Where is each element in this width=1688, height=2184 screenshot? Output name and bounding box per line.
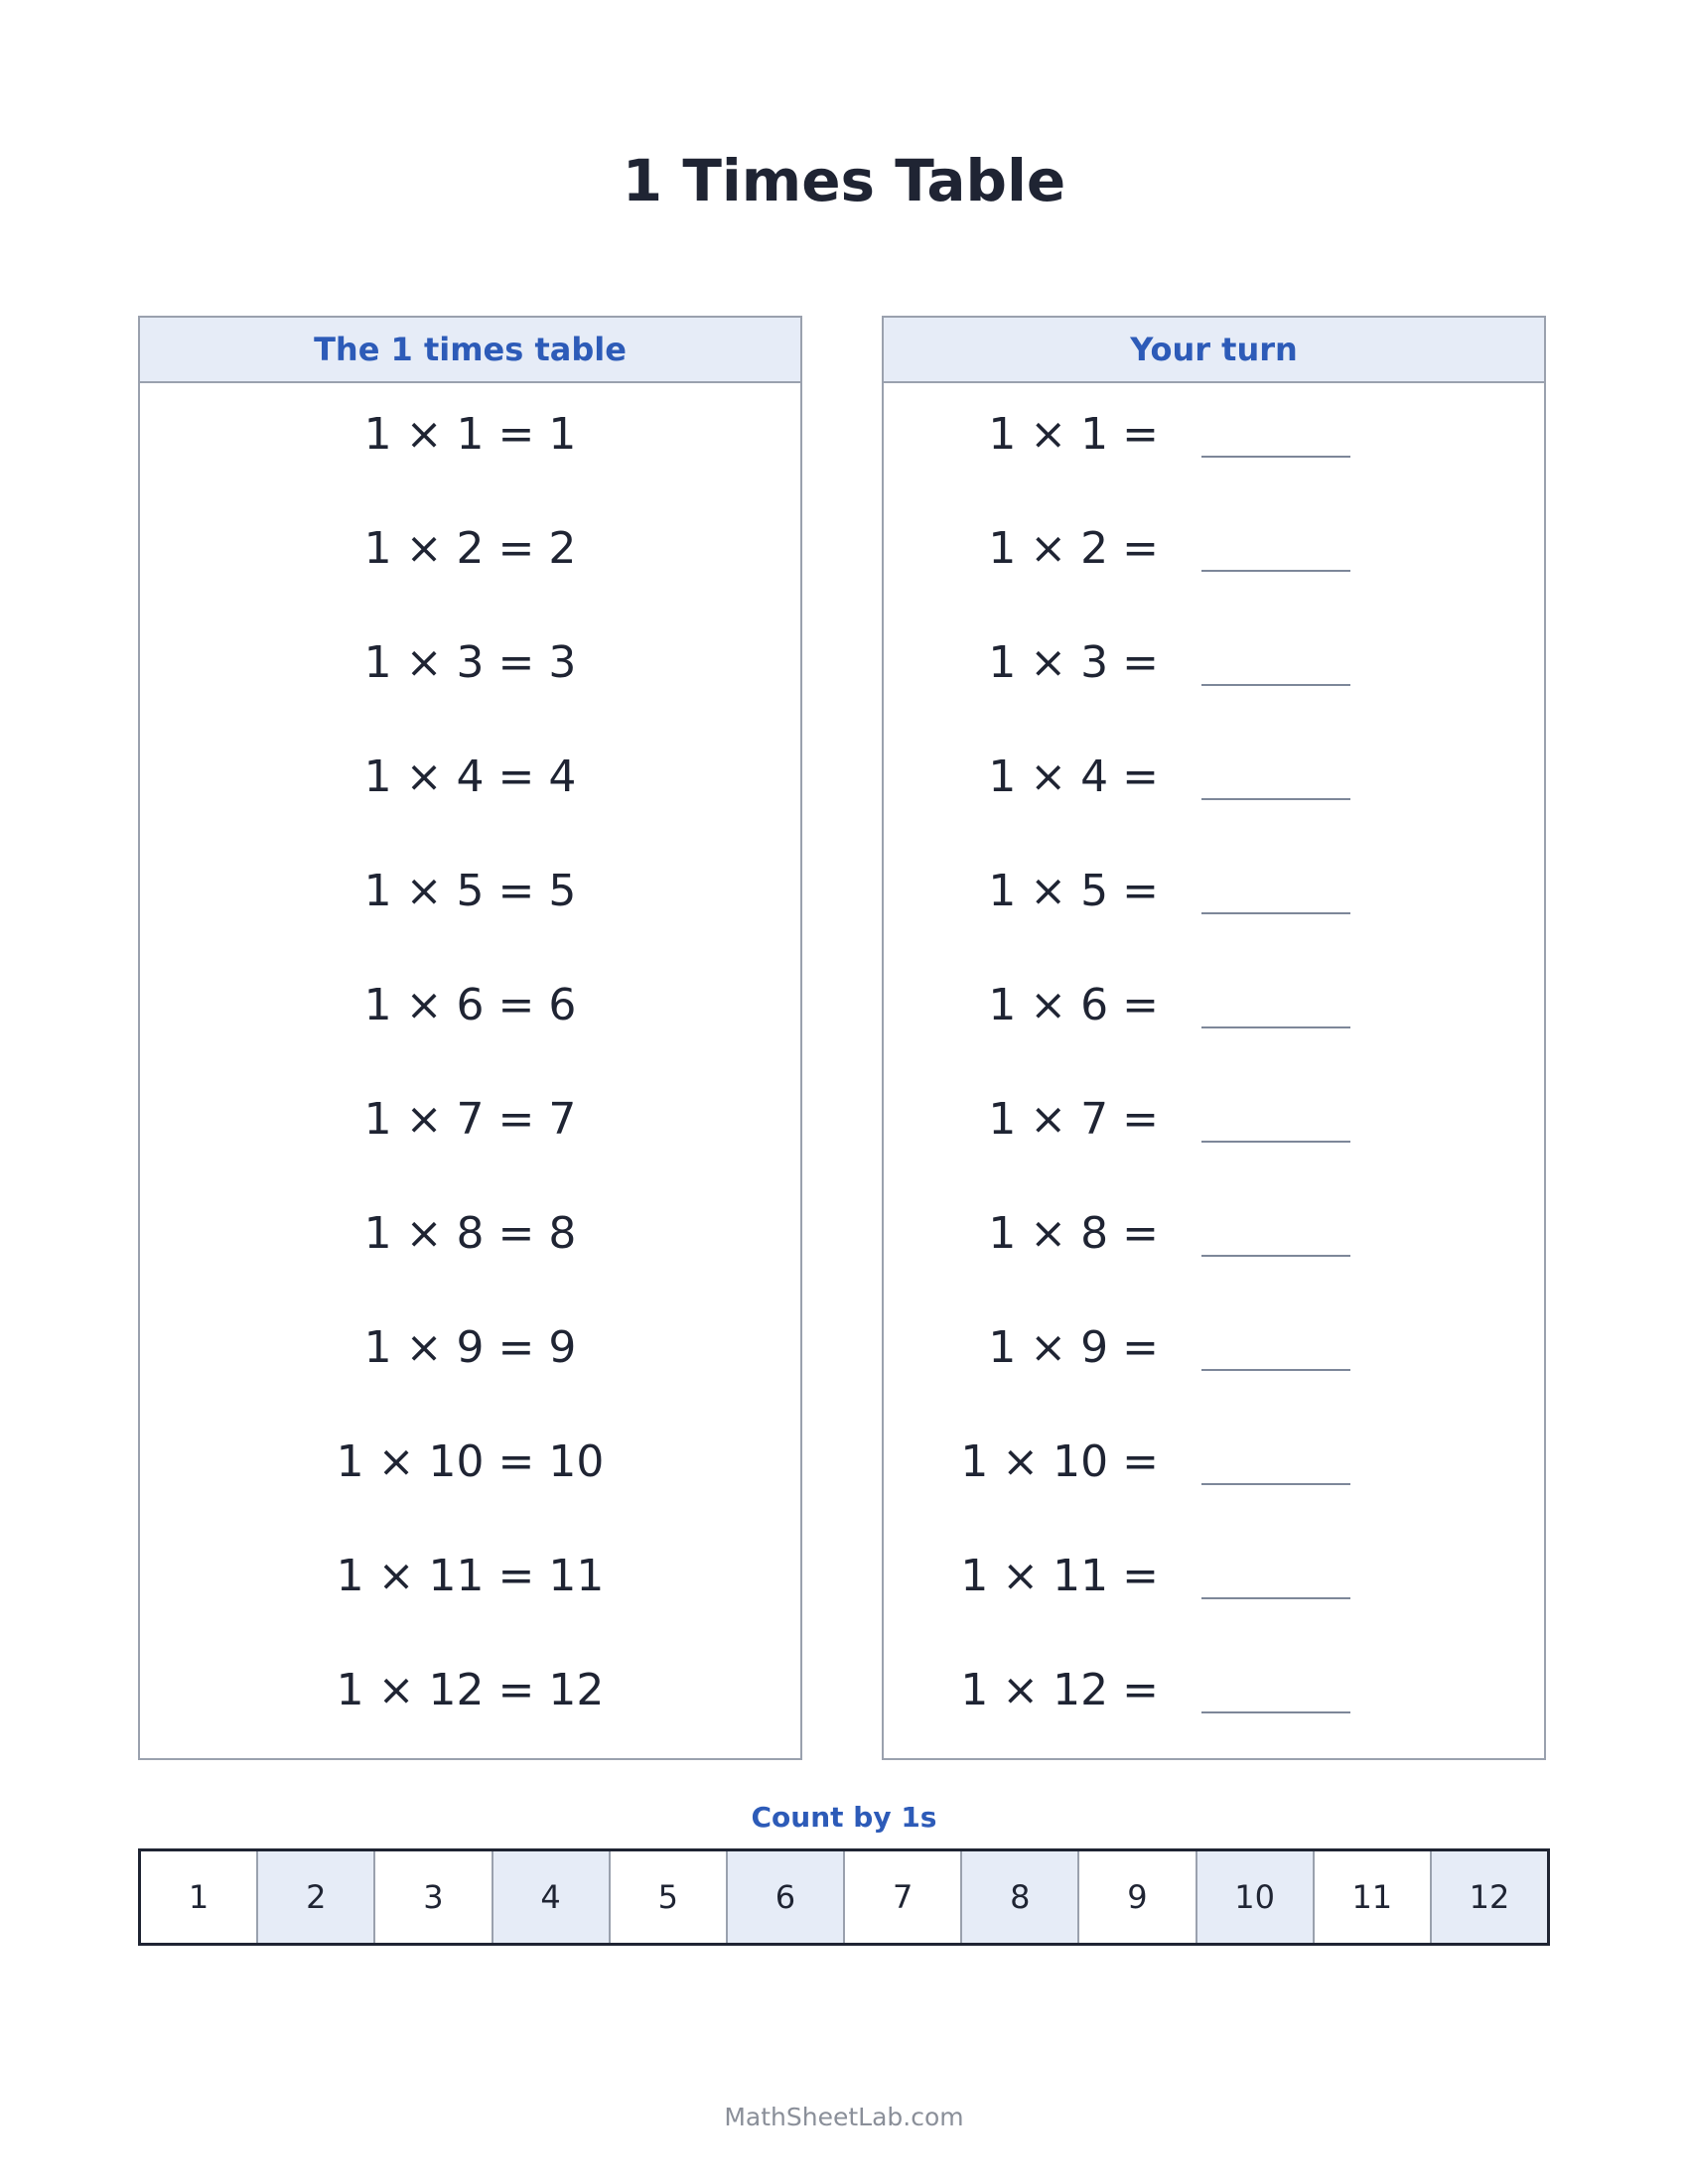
equation-text: 1 × 3 = 3 [363, 637, 577, 688]
count-cell: 11 [1315, 1851, 1432, 1943]
practice-equation: 1 × 2 = [988, 523, 1159, 574]
practice-equation: 1 × 9 = [988, 1322, 1159, 1373]
answer-blank[interactable] [1201, 1483, 1350, 1485]
count-by-strip [138, 1848, 1550, 1946]
times-table-row [140, 971, 800, 1085]
answer-blank[interactable] [1201, 1711, 1350, 1713]
times-table-row [140, 628, 800, 743]
equation-text: 1 × 1 = 1 [363, 409, 577, 460]
times-table-row [140, 1428, 800, 1542]
times-table-row [140, 400, 800, 514]
times-table-row [140, 1656, 800, 1770]
answer-blank[interactable] [1201, 1141, 1350, 1143]
practice-row [884, 1313, 1544, 1428]
your-turn-header: Your turn [884, 318, 1544, 383]
your-turn-rows [884, 383, 1544, 1770]
count-cell: 2 [258, 1851, 375, 1943]
practice-row [884, 514, 1544, 628]
practice-equation: 1 × 6 = [988, 980, 1159, 1030]
practice-row [884, 1428, 1544, 1542]
your-turn-panel [882, 316, 1546, 1760]
count-cell: 1 [141, 1851, 258, 1943]
answer-blank[interactable] [1201, 456, 1350, 458]
practice-row [884, 857, 1544, 971]
practice-equation: 1 × 7 = [988, 1094, 1159, 1145]
times-table-row [140, 514, 800, 628]
times-table-header: The 1 times table [140, 318, 800, 383]
practice-row [884, 1542, 1544, 1656]
count-cell: 6 [728, 1851, 845, 1943]
equation-text: 1 × 2 = 2 [363, 523, 577, 574]
times-table-row [140, 1199, 800, 1313]
answer-blank[interactable] [1201, 912, 1350, 914]
count-cell: 7 [845, 1851, 962, 1943]
count-cell: 10 [1197, 1851, 1315, 1943]
practice-equation: 1 × 5 = [988, 866, 1159, 916]
practice-row [884, 743, 1544, 857]
times-table-row [140, 857, 800, 971]
equation-text: 1 × 10 = 10 [336, 1436, 605, 1487]
practice-equation: 1 × 12 = [960, 1665, 1159, 1715]
answer-blank[interactable] [1201, 1026, 1350, 1028]
equation-text: 1 × 8 = 8 [363, 1208, 577, 1259]
equation-text: 1 × 5 = 5 [363, 866, 577, 916]
count-by-label: Count by 1s [751, 1801, 937, 1834]
answer-blank[interactable] [1201, 684, 1350, 686]
count-cell: 9 [1079, 1851, 1196, 1943]
times-table-row [140, 1313, 800, 1428]
times-table-row [140, 1085, 800, 1199]
page-title: 1 Times Table [622, 147, 1066, 214]
count-cell: 4 [493, 1851, 611, 1943]
count-cell: 3 [375, 1851, 492, 1943]
equation-text: 1 × 4 = 4 [363, 751, 577, 802]
footer-site-name: MathSheetLab.com [724, 2103, 964, 2131]
practice-equation: 1 × 4 = [988, 751, 1159, 802]
answer-blank[interactable] [1201, 570, 1350, 572]
practice-row [884, 628, 1544, 743]
practice-row [884, 971, 1544, 1085]
equation-text: 1 × 7 = 7 [363, 1094, 577, 1145]
equation-text: 1 × 11 = 11 [336, 1551, 605, 1601]
answer-blank[interactable] [1201, 1597, 1350, 1599]
practice-equation: 1 × 11 = [960, 1551, 1159, 1601]
answer-blank[interactable] [1201, 1369, 1350, 1371]
equation-text: 1 × 9 = 9 [363, 1322, 577, 1373]
practice-equation: 1 × 8 = [988, 1208, 1159, 1259]
count-cell: 5 [611, 1851, 728, 1943]
times-table-rows [140, 383, 800, 1770]
times-table-row [140, 743, 800, 857]
practice-equation: 1 × 10 = [960, 1436, 1159, 1487]
practice-equation: 1 × 1 = [988, 409, 1159, 460]
practice-row [884, 400, 1544, 514]
times-table-row [140, 1542, 800, 1656]
times-table-panel [138, 316, 802, 1760]
answer-blank[interactable] [1201, 1255, 1350, 1257]
practice-row [884, 1199, 1544, 1313]
practice-equation: 1 × 3 = [988, 637, 1159, 688]
answer-blank[interactable] [1201, 798, 1350, 800]
equation-text: 1 × 12 = 12 [336, 1665, 605, 1715]
practice-row [884, 1085, 1544, 1199]
equation-text: 1 × 6 = 6 [363, 980, 577, 1030]
count-cell: 12 [1432, 1851, 1547, 1943]
practice-row [884, 1656, 1544, 1770]
count-cell: 8 [962, 1851, 1079, 1943]
